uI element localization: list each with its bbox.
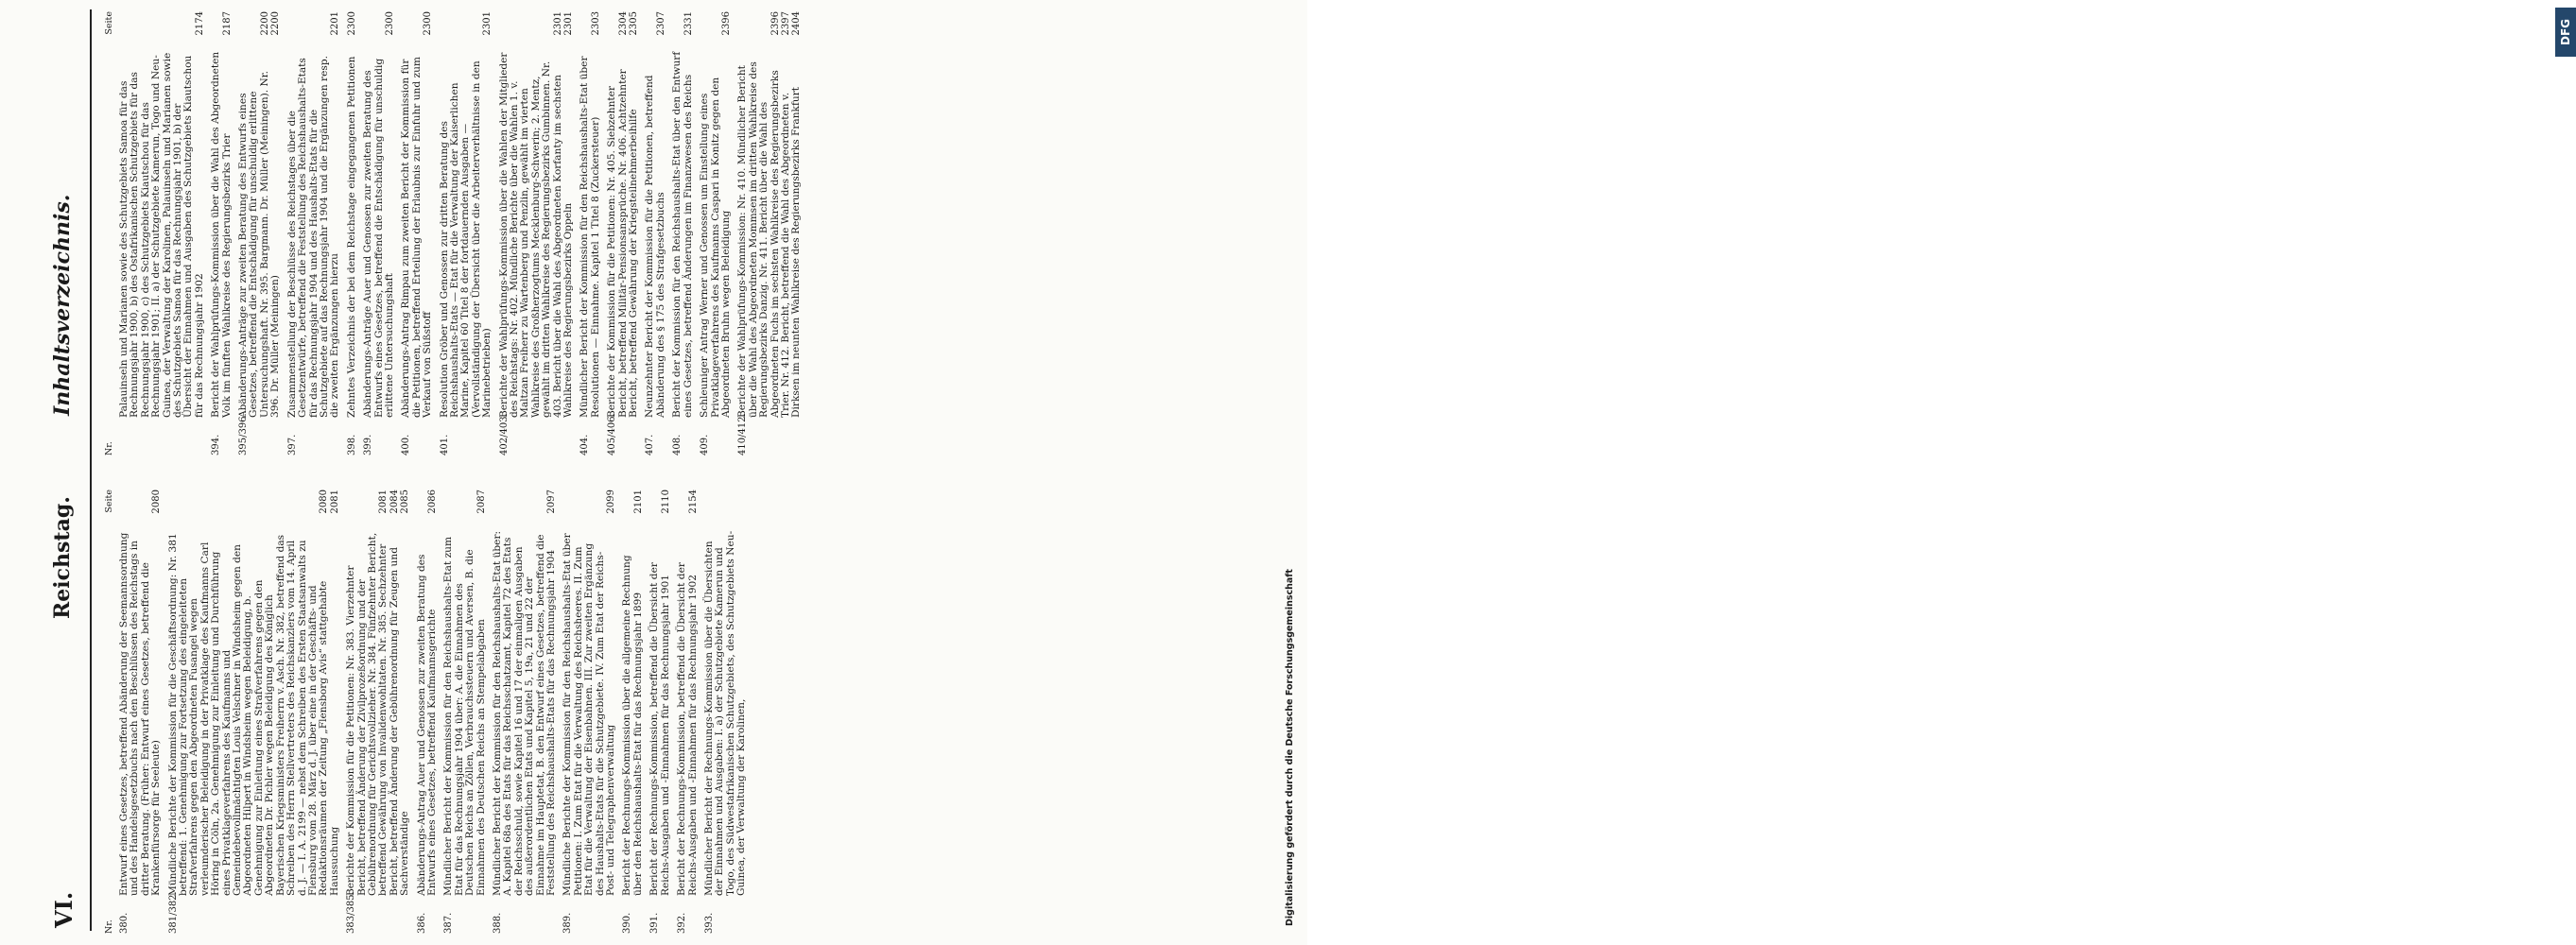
page-header: [43, 0, 99, 945]
entry-number: 395/396.: [238, 413, 250, 455]
toc-entry: [363, 11, 395, 455]
entry-title: Berichte der Wahlprüfungs-Kommission über die Wahlen der Mitglieder des Reichstags: Nr. 402. Mündliche Berichte über die Wahlen 1. v. Maltzan Freiherr zu Wartenberg und Penzlin, gewählt im vierten Wahlkreise des Großherzogtums Mecklenburg-Schwerin; 2. Mentz, gewählt im dritten Wahlkreise des Regierungsbezirks Gumbinnen. Nr. 403. Bericht über die Wahl des Abgeordneten Korfanty im sechsten Wahlkreise des Regierungsbezirks Oppeln: [497, 52, 575, 418]
entry-title: Abänderungs-Antrag Rimpau zum zweiten Bericht der Kommission für die Petitionen, betreffend Erteilung der Erlaubnis zur Einfuhr und zum Verkauf von Süßstoff: [400, 57, 434, 418]
entry-title: Resolution Gröber und Genossen zur dritten Beratung des Reichshaushalts-Etats — Etat für die Verwaltung der Kaiserlichen Marine, Kapitel 60 Titel 8 der fortdauernden Ausgaben — (Vervollständigung der Übersicht über die Arbeiterverhältnisse in den Marinebetrieben): [438, 60, 493, 418]
entry-number: 409.: [700, 434, 711, 455]
entry-title: Entwurf eines Gesetzes, betreffend Abänderung der Seemannsordnung und des Handelsgesetzbuchs nach den Beschlüssen des Reichstags in dritter Beratung. (Früher: Entwurf eines Gesetzes, betreffend die Krankenfürsorge für Seeleute): [118, 532, 163, 896]
nr-label: Nr.: [104, 441, 114, 455]
left-entry-list: [119, 490, 748, 934]
toc-entry: [347, 11, 357, 455]
entry-number: 400.: [401, 434, 412, 455]
entry-title: Bericht der Rechnungs-Kommission, betreffend die Übersicht der Reichs-Ausgaben und -Einnahmen für das Rechnungsjahr 1901: [648, 562, 671, 896]
toc-entry: [607, 11, 639, 455]
entry-number: 386.: [416, 912, 427, 934]
toc-entry: [737, 11, 802, 455]
entry-page: 2080 2081: [319, 490, 340, 514]
entry-title: Zusammenstellung der Beschlüsse des Reichstages über die Gesetzentwürfe, betreffend die Feststellung des Reichshaushalts-Etats für das Rechnungsjahr 1904 und des Haushalts-Etats für die Schutzgebiete auf das Rechnungsjahr 1904 und die Ergänzungen resp. die zweiten Ergänzungen hierzu: [285, 56, 341, 418]
seite-label: Seite: [104, 490, 114, 513]
entry-page: 2154: [687, 490, 699, 514]
entry-number: 393.: [703, 912, 715, 934]
entry-page: 2331: [683, 11, 694, 36]
entry-page: 2101: [632, 490, 644, 514]
toc-entry: [704, 490, 748, 934]
entry-title: Berichte der Kommission für die Petitionen: Nr. 405. Siebzehnter Bericht, betreffend Militär-Pensionsansprüche. Nr. 406. Achtzehnter Bericht, betreffend Gewährung der Kriegsteilnehmerbeihilfe: [606, 69, 640, 418]
entry-number: 388.: [493, 912, 503, 934]
entry-title: Bericht der Rechnungs-Kommission über die allgemeine Rechnung über den Reichshaushalts-Etat für das Rechnungsjahr 1899: [621, 555, 644, 896]
header-title-left: Reichstag.: [50, 496, 75, 619]
toc-entry: [645, 11, 666, 455]
toc-entry: [622, 490, 644, 934]
entry-title: Palauinseln und Marianen sowie des Schutzgebiets Samoa für das Rechnungsjahr 1900, b) des Ostafrikanischen Schutzgebiets für das Rechnungsjahr 1900, c) des Schutzgebiets Kiautschou für das Rechnungsjahr 1901; II. a) der Schutzgebiete Kamerun, Togo und Neu-Guinea, der Verwaltung der Karolinen, Palauinseln und Marianen sowie des Schutzgebiets Samoa für das Rechnungsjahr 1901, b) der Übersicht der Einnahmen und Ausgaben des Schutzgebiets Kiautschou für das Rechnungsjahr 1902: [118, 52, 205, 418]
entry-page: 2200 2200: [259, 11, 282, 36]
entry-title: Abänderungs-Anträge Auer und Genossen zur zweiten Beratung des Entwurfs eines Gesetzes, betreffend die Entschädigung für unschuldig erlittene Untersuchungshaft: [362, 58, 395, 418]
entry-page: 2300: [384, 11, 395, 36]
seite-label: Seite: [104, 11, 114, 35]
entry-number: 405/406.: [607, 413, 618, 455]
entry-title: Abänderungs-Anträge zur zweiten Beratung des Entwurfs eines Gesetzes, betreffend die Entschädigung für unschuldig erlittene Untersuchungshaft. Nr. 395. Bargmann. Dr. Müller (Meiningen). Nr. 396. Dr. Müller (Meiningen): [237, 70, 282, 418]
toc-entry: [238, 11, 282, 455]
entry-page: 2097: [546, 490, 558, 514]
entry-number: 390.: [622, 912, 633, 934]
entry-number: 404.: [579, 434, 591, 455]
toc-entry: [649, 490, 671, 934]
entry-page: 2301: [482, 11, 493, 36]
toc-entry: [499, 11, 575, 455]
entry-number: 389.: [562, 912, 574, 934]
toc-entry: [700, 11, 732, 455]
entry-number: 408.: [672, 434, 683, 455]
left-column: [104, 490, 753, 934]
entry-page: 2081 2084 2085: [378, 490, 411, 514]
entry-number: 391.: [649, 912, 661, 934]
dfg-logo: DFG: [2555, 8, 2576, 57]
entry-number: 387.: [443, 912, 455, 934]
header-title-right: Inhaltsverzeichnis.: [50, 194, 75, 416]
toc-entry: [672, 11, 694, 455]
entry-title: Bericht der Kommission für den Reichshaushalts-Etat über den Entwurf eines Gesetzes, betreffend Änderungen im Finanzwesen des Reichs: [671, 51, 694, 418]
digitization-text: Digitalisierung gefördert durch die Deutsche Forschungsgemeinschaft: [1285, 569, 1295, 926]
entry-number: 399.: [363, 434, 374, 455]
column-header: [104, 490, 119, 934]
entry-title: Zehntes Verzeichnis der bei dem Reichstage eingegangenen Petitionen: [345, 56, 357, 418]
digitization-note: [1281, 0, 2572, 945]
entry-page: 2110: [660, 490, 671, 514]
entry-title: Schleuniger Antrag Werner und Genossen um Einstellung eines Privatklageverfahrens des Kaufmanns Caspari in Konitz gegen den Abgeordneten Bruhn wegen Beleidigung: [699, 77, 732, 418]
entry-page: 2300: [423, 11, 434, 36]
entry-title: Mündlicher Bericht der Kommission für den Reichshaushalts-Etat über: A. Kapitel 68a des Etats für das Reichsschatzamt, Kapitel 72 des Etats der Reichsschuld, sowie Kapitel 16 und 17 der einmaligen Ausgaben des außerordentlichen Etats und Kapitel 5, 19a, 21 und 22 der Einnahme im Hauptetat, B. den Entwurf eines Gesetzes, betreffend die Feststellung des Reichshaushalts-Etats für das Rechnungsjahr 1904: [492, 530, 558, 896]
column-header: [104, 11, 119, 455]
toc-entry: [287, 11, 341, 455]
entry-title: Neunzehnter Bericht der Kommission für die Petitionen, betreffend Abänderung des § 175 des Strafgesetzbuchs: [644, 75, 666, 418]
entry-page: 2396 2397 2404: [769, 11, 803, 36]
entry-page: 2201: [330, 11, 341, 36]
toc-entry: [119, 490, 163, 934]
entry-title: Bericht der Wahlprüfungs-Kommission über die Wahl des Abgeordneten Volk im fünften Wahlkreise des Regierungsbezirks Trier: [210, 51, 233, 418]
entry-number: 407.: [645, 434, 656, 455]
entry-page: 2301 2301: [552, 11, 575, 36]
toc-entry: [579, 11, 601, 455]
entry-number: 383/385.: [346, 891, 357, 934]
entry-page: 2303: [590, 11, 601, 36]
entry-title: Berichte der Kommission für die Petitionen: Nr. 383. Vierzehnter Bericht, betreffend Änderung der Zivilprozeßordnung und der Gebührenordnung für Gerichtsvollzieher. Nr. 384. Fünfzehnter Bericht, betreffend Gewährung von Invalidenwohltaten. Nr. 385. Sechzehnter Bericht, betreffend Änderung der Gebührenordnung für Zeugen und Sachverständige: [345, 532, 411, 896]
entry-title: Mündlicher Bericht der Rechnungs-Kommission über die Übersichten der Einnahmen und Ausgaben: I. a) der Schutzgebiete Kamerun und Togo, des Südwestafrikanischen Schutzgebiets, des Schutzgebiets Neu-Guinea, der Verwaltung der Karolinen,: [702, 530, 748, 896]
entry-number: 380.: [119, 912, 130, 934]
entry-number: 402/403.: [498, 413, 510, 455]
entry-number: 401.: [439, 434, 450, 455]
right-entry-list: [119, 11, 803, 455]
entry-number: 394.: [211, 434, 222, 455]
toc-entry: [168, 490, 341, 934]
entry-page: 2080: [151, 490, 163, 514]
entry-page: 2187: [221, 11, 233, 36]
toc-entry: [401, 11, 433, 455]
toc-entry: [119, 11, 205, 455]
entry-number: 410/412.: [737, 413, 749, 455]
entry-title: Berichte der Wahlprüfungs-Kommission: Nr. 410. Mündlicher Bericht über die Wahl des Abgeordneten Mommsen im dritten Wahlkreise des Regierungsbezirks Danzig. Nr. 411. Bericht über die Wahl des Abgeordneten Fuchs im sechsten Wahlkreise des Regierungsbezirks Trier. Nr. 412. Bericht, betreffend die Wahl des Abgeordneten v. Dirksen im neunten Wahlkreise des Regierungsbezirks Frankfurt: [736, 61, 803, 418]
entry-number: 398.: [346, 434, 357, 455]
entry-page: 2304 2305: [617, 11, 640, 36]
nr-label: Nr.: [104, 919, 114, 934]
entry-title: Bericht der Rechnungs-Kommission, betreffend die Übersicht der Reichs-Ausgaben und -Einnahmen für das Rechnungsjahr 1902: [676, 562, 699, 896]
section-number: VI.: [50, 891, 78, 928]
entry-page: 2300: [346, 11, 357, 36]
entry-title: Mündliche Berichte der Kommission für den Reichshaushalts-Etat über Petitionen: I. Zum Etat für die Verwaltung des Reichsheeres. II. Zum Etat für die Verwaltung der Eisenbahnen. III. Zur zweiten Ergänzung des Haushalts-Etats für die Schutzgebiete. IV. Zum Etat der Reichs-Post- und Telegraphenverwaltung: [562, 533, 617, 896]
entry-number: 392.: [677, 912, 688, 934]
entry-title: Mündlicher Bericht der Kommission für den Reichshaushalts-Etat zum Etat für das Rechnungsjahr 1904 über: A. die Einnahmen des Deutschen Reichs an Zöllen, Verbrauchssteuern und Aversen, B. die Einnahmen des Deutschen Reichs an Stempelabgaben: [442, 536, 487, 896]
entry-title: Mündlicher Bericht der Kommission für den Reichshaushalts-Etat über Resolutionen — Einnahme. Kapitel 1 Titel 8 (Zuckersteuer): [579, 56, 601, 418]
entry-page: 2396: [720, 11, 732, 36]
entry-page: 2307: [655, 11, 666, 36]
right-column: [104, 11, 808, 455]
entry-title: Abänderungs-Antrag Auer und Genossen zur zweiten Beratung des Entwurfs eines Gesetzes, betreffend Kaufmannsgerichte: [415, 554, 438, 896]
entry-page: 2099: [606, 490, 617, 514]
header-rule: [90, 9, 92, 931]
entry-title: Mündliche Berichte der Kommission für die Geschäftsordnung: Nr. 381 betreffend: 1. Genehmigung zur Fortsetzung des eingeleiteten Strafverfahrens gegen den Abgeordneten Fusangel wegen verleumderischer Beleidigung in der Privatklage des Kaufmanns Carl Höring in Cöln, 2a. Genehmigung zur Einleitung und Durchführung eines Privatklageverfahrens des Kaufmanns und Gemeindebevollmächtigten Louis Velschner in Windsheim gegen den Abgeordneten Hilpert in Windsheim wegen Beleidigung, b. Genehmigung zur Einleitung eines Strafverfahrens gegen den Abgeordneten Dr. Pichler wegen Beleidigung des Königlich Bayerischen Kriegsministers Freiherrn v. Asch. Nr. 382, betreffend das Schreiben des Herrn Stellvertreters des Reichskanzlers vom 14. April d. J. — I. A. 2199 — nebst dem Schreiben des Ersten Staatsanwalts zu Flensburg vom 28. März d. J. über eine in der Geschäfts- und Redaktionsräumen der Zeitung „Flensborg Avis“ stattgehabte Haussuchung: [166, 533, 340, 896]
toc-entry: [493, 490, 557, 934]
toc-entry: [443, 490, 487, 934]
toc-entry: [562, 490, 616, 934]
entry-page: 2086: [426, 490, 438, 514]
toc-entry: [440, 11, 493, 455]
toc-entry: [211, 11, 233, 455]
entry-number: 381/382.: [167, 891, 179, 934]
toc-entry: [417, 490, 439, 934]
entry-page: 2174: [194, 11, 205, 36]
entry-page: 2087: [475, 490, 487, 514]
entry-number: 397.: [286, 434, 298, 455]
toc-entry: [677, 490, 699, 934]
toc-entry: [346, 490, 410, 934]
